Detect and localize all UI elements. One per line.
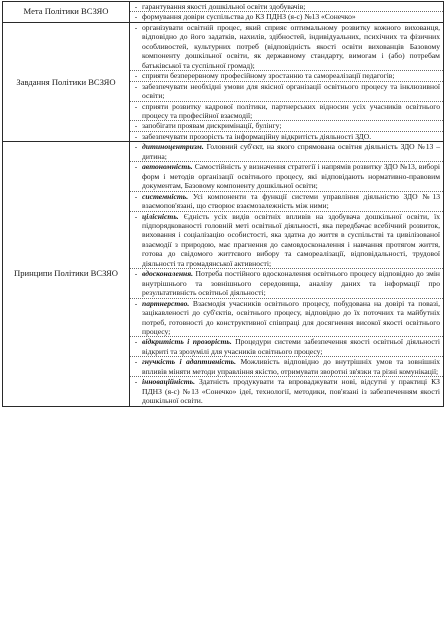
dash-marker: - xyxy=(134,298,138,308)
list-item: - забезпечувати прозорість та інформаційну відкритість діяльності ЗДО. xyxy=(130,132,443,141)
list-item: - автономність. Самостійність у визначення стратегії і напрямів розвитку ЗДО №13, виборі форм і методів організації освітнього процесу, які відповідають нормативно-правовим документам, Базовому компоненту дошкільної освіти; xyxy=(130,162,443,191)
list-item: - системність. Усі компоненти та функції системи управління діяльністю ЗДО №13 взаємопов'язані, що створює взаємозалежність між ними; xyxy=(130,192,443,212)
goal-content xyxy=(130,2,444,23)
principles-content xyxy=(130,142,444,406)
dash-marker: - xyxy=(134,121,138,131)
dash-marker: - xyxy=(134,71,138,81)
list-item: - інноваційність. Здатність продукувати та впроваджувати нові, відсутні у практиці КЗ ПДНЗ (я-с) №13 «Сонечко» ідеї, технології, методики, пов'язані із забезпеченням якості дошкільної освіти. xyxy=(130,377,443,405)
dash-marker: - xyxy=(134,22,138,32)
list-item: - організувати освітній процес, який сприяє оптимальному розвитку кожного вихованця, відповідно до його задатків, нахилів, здібностей, індивідуальних, психічних та фізичних особливостей, культурних потреб (відповідність якості освіти вихованців Базовому компоненту дошкільної освіти, як державному стандарту, вимогам і (або) потребам батьківської та суспільної громад); xyxy=(130,23,443,71)
dash-marker: - xyxy=(134,357,138,367)
dash-marker: - xyxy=(134,12,138,22)
tasks-row xyxy=(3,22,444,141)
list-item: - відкритість і прозорість. Процедури системи забезпечення якості освітньої діяльності відкриті та зрозумілі для учасників освітнього процесу; xyxy=(130,337,443,357)
dash-marker: - xyxy=(134,191,138,201)
principles-row xyxy=(3,142,444,406)
tasks-content xyxy=(130,22,444,141)
list-item: - забезпечувати необхідні умови для якісної організації освітнього процесу та інклюзивної освіти; xyxy=(130,82,443,102)
list-item: - гарантування якості дошкільної освіти здобувачів; xyxy=(130,2,443,12)
dash-marker: - xyxy=(134,81,138,91)
list-item: - сприяти безперервному професійному зростанню та самореалізації педагогів; xyxy=(130,71,443,81)
dash-marker: - xyxy=(134,2,138,11)
dash-marker: - xyxy=(134,337,138,347)
list-item: - запобігати проявам дискримінації, булінгу; xyxy=(130,121,443,131)
dash-marker: - xyxy=(134,142,138,152)
list-item: - сприяти розвитку кадрової політики, партнерських відносин усіх учасників освітнього процесу та професійної взаємодії; xyxy=(130,102,443,122)
dash-marker: - xyxy=(134,211,138,221)
list-item: - цілісність. Єдність усіх видів освітніх впливів на здобувача дошкільної освіти, їх підпорядкованості головній меті освітньої діяльності, яка передбачає всебічний розвиток, виховання і соціалізацію особистості, яка здатна до життя в суспільстві та цивілізованої взаємодії з природою, має прагнення до самовдосконалення і навчання протягом життя, готова до свідомого життєвого вибору та самореалізації, відповідальності, трудової діяльності та громадянської активності; xyxy=(130,212,443,270)
list-item: - дитиноцентризм. Головний суб'єкт, на якого спрямована освітня діяльність ЗДО №13 – дитина; xyxy=(130,142,443,162)
dash-marker: - xyxy=(134,131,138,141)
goal-label: Мета Політики ВСЗЯО xyxy=(3,2,130,23)
list-item: - гнучкість і адаптивність. Можливість відповідно до внутрішніх умов та зовнішніх впливів міняти методи управління якістю, отримувати зворотні зв'язки та різні комунікації; xyxy=(130,357,443,377)
dash-marker: - xyxy=(134,162,138,172)
dash-marker: - xyxy=(134,101,138,111)
list-item: - вдосконалення. Потреба постійного вдосконалення освітнього процесу відповідно до змін внутрішнього та зовнішнього середовища, аналізу даних та інформації про результативність освітньої діяльності; xyxy=(130,269,443,298)
policy-table xyxy=(2,1,444,407)
dash-marker: - xyxy=(134,269,138,279)
tasks-label: Завдання Політики ВСЗЯО xyxy=(3,22,130,141)
list-item: - партнерство. Взаємодія учасників освітнього процесу, побудована на довірі та повазі, зацікавленості до суб'єктів, освітнього процесу, відповідно до їх поточних та майбутніх потреб, готовності до конструктивної співпраці для досягнення високої якості освітнього процесу; xyxy=(130,299,443,338)
principles-label: Принципи Політики ВСЗЯО xyxy=(3,142,130,406)
goal-row xyxy=(3,2,444,23)
dash-marker: - xyxy=(134,377,138,387)
list-item: - формування довіри суспільства до КЗ ПДНЗ (я-с) №13 «Сонечко» xyxy=(130,12,443,21)
